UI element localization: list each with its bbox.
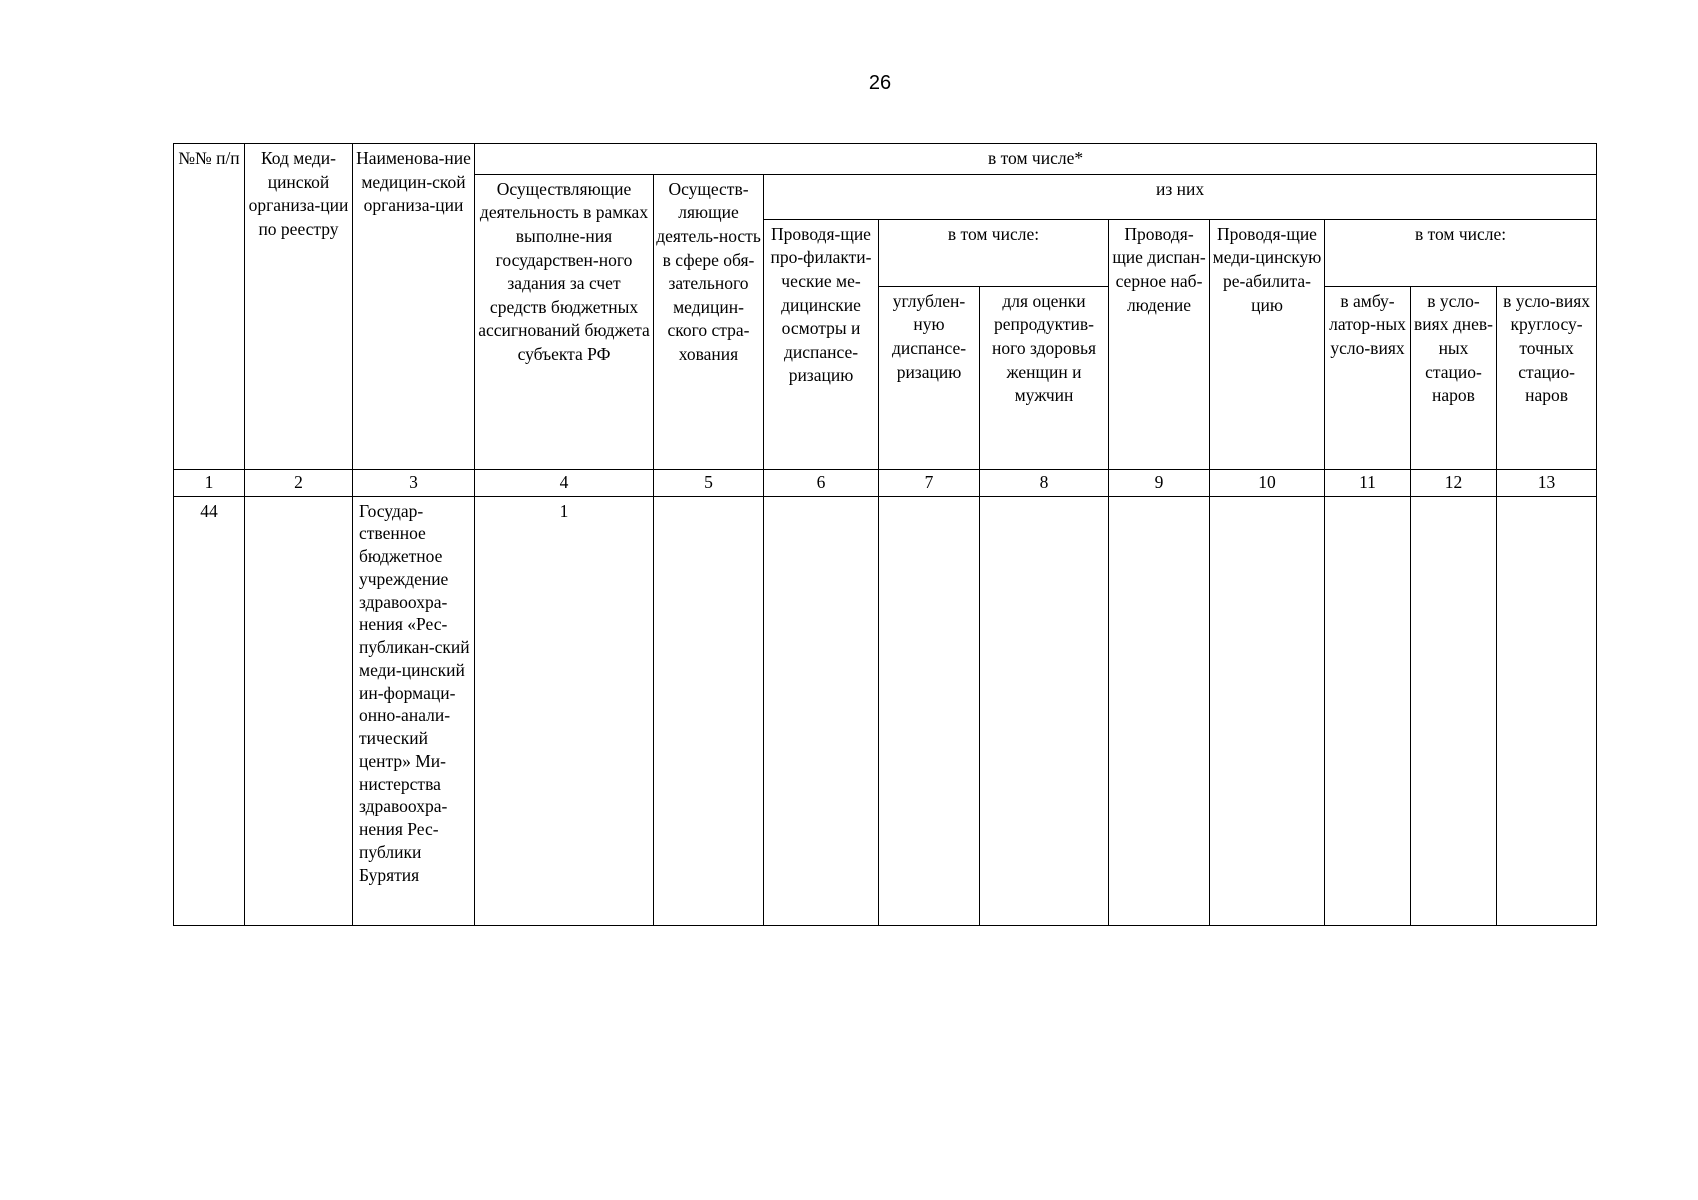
header-col-1: №№ п/п [174,144,245,470]
row-organization-name: Государ-ственное бюджетное учреждение здравоохра-нения «Рес-публикан-ский меди-цинский ин-формаци-онно-анали-тический центр» Ми-нистерства здравоохра-нения Рес-публики Бурятия [353,496,475,925]
row-number: 44 [174,496,245,925]
header-col-2: Код меди-цинской организа-ции по реестру [245,144,353,470]
header-col-5: Осуществ-ляющие деятель-ность в сфере обя-зательного медицин-ского стра-хования [654,174,764,469]
header-col-11: в амбу-латор-ных усло-виях [1325,286,1411,469]
header-col-12: в усло-виях днев-ных стацио-наров [1411,286,1497,469]
row-cell-10 [1210,496,1325,925]
header-col-10: Проводя-щие меди-цинскую ре-абилита-цию [1210,219,1325,469]
column-number: 8 [980,469,1109,496]
header-col-7: углублен-ную диспансе-ризацию [879,286,980,469]
column-number: 10 [1210,469,1325,496]
header-including: в том числе* [475,144,1597,175]
column-number: 7 [879,469,980,496]
column-number: 9 [1109,469,1210,496]
row-cell-4: 1 [475,496,654,925]
column-number: 4 [475,469,654,496]
column-number: 5 [654,469,764,496]
row-cell-13 [1497,496,1597,925]
row-cell-9 [1109,496,1210,925]
medical-organizations-table [173,143,1597,926]
column-number: 3 [353,469,475,496]
row-code [245,496,353,925]
column-number: 12 [1411,469,1497,496]
column-number: 6 [764,469,879,496]
header-col-4: Осуществляющие деятельность в рамках выполне-ния государствен-ного задания за счет средств бюджетных ассигнований бюджета субъекта РФ [475,174,654,469]
header-col-6: Проводя-щие про-филакти-ческие ме-дицинские осмотры и диспансе-ризацию [764,219,879,469]
row-cell-8 [980,496,1109,925]
header-col-13: в усло-виях круглосу-точных стацио-наров [1497,286,1597,469]
page-number: 26 [868,72,892,94]
column-number: 1 [174,469,245,496]
row-cell-5 [654,496,764,925]
column-number: 11 [1325,469,1411,496]
row-cell-12 [1411,496,1497,925]
header-including-b: в том числе: [1325,219,1597,286]
column-number: 2 [245,469,353,496]
row-cell-7 [879,496,980,925]
header-col-3: Наименова-ние медицин-ской организа-ции [353,144,475,470]
table-row [174,496,1597,925]
header-of-them: из них [764,174,1597,219]
row-cell-11 [1325,496,1411,925]
header-including-a: в том числе: [879,219,1109,286]
row-cell-6 [764,496,879,925]
header-col-8: для оценки репродуктив-ного здоровья женщин и мужчин [980,286,1109,469]
column-numbers-row [174,469,1597,496]
header-col-9: Проводя-щие диспан-серное наб-людение [1109,219,1210,469]
column-number: 13 [1497,469,1597,496]
